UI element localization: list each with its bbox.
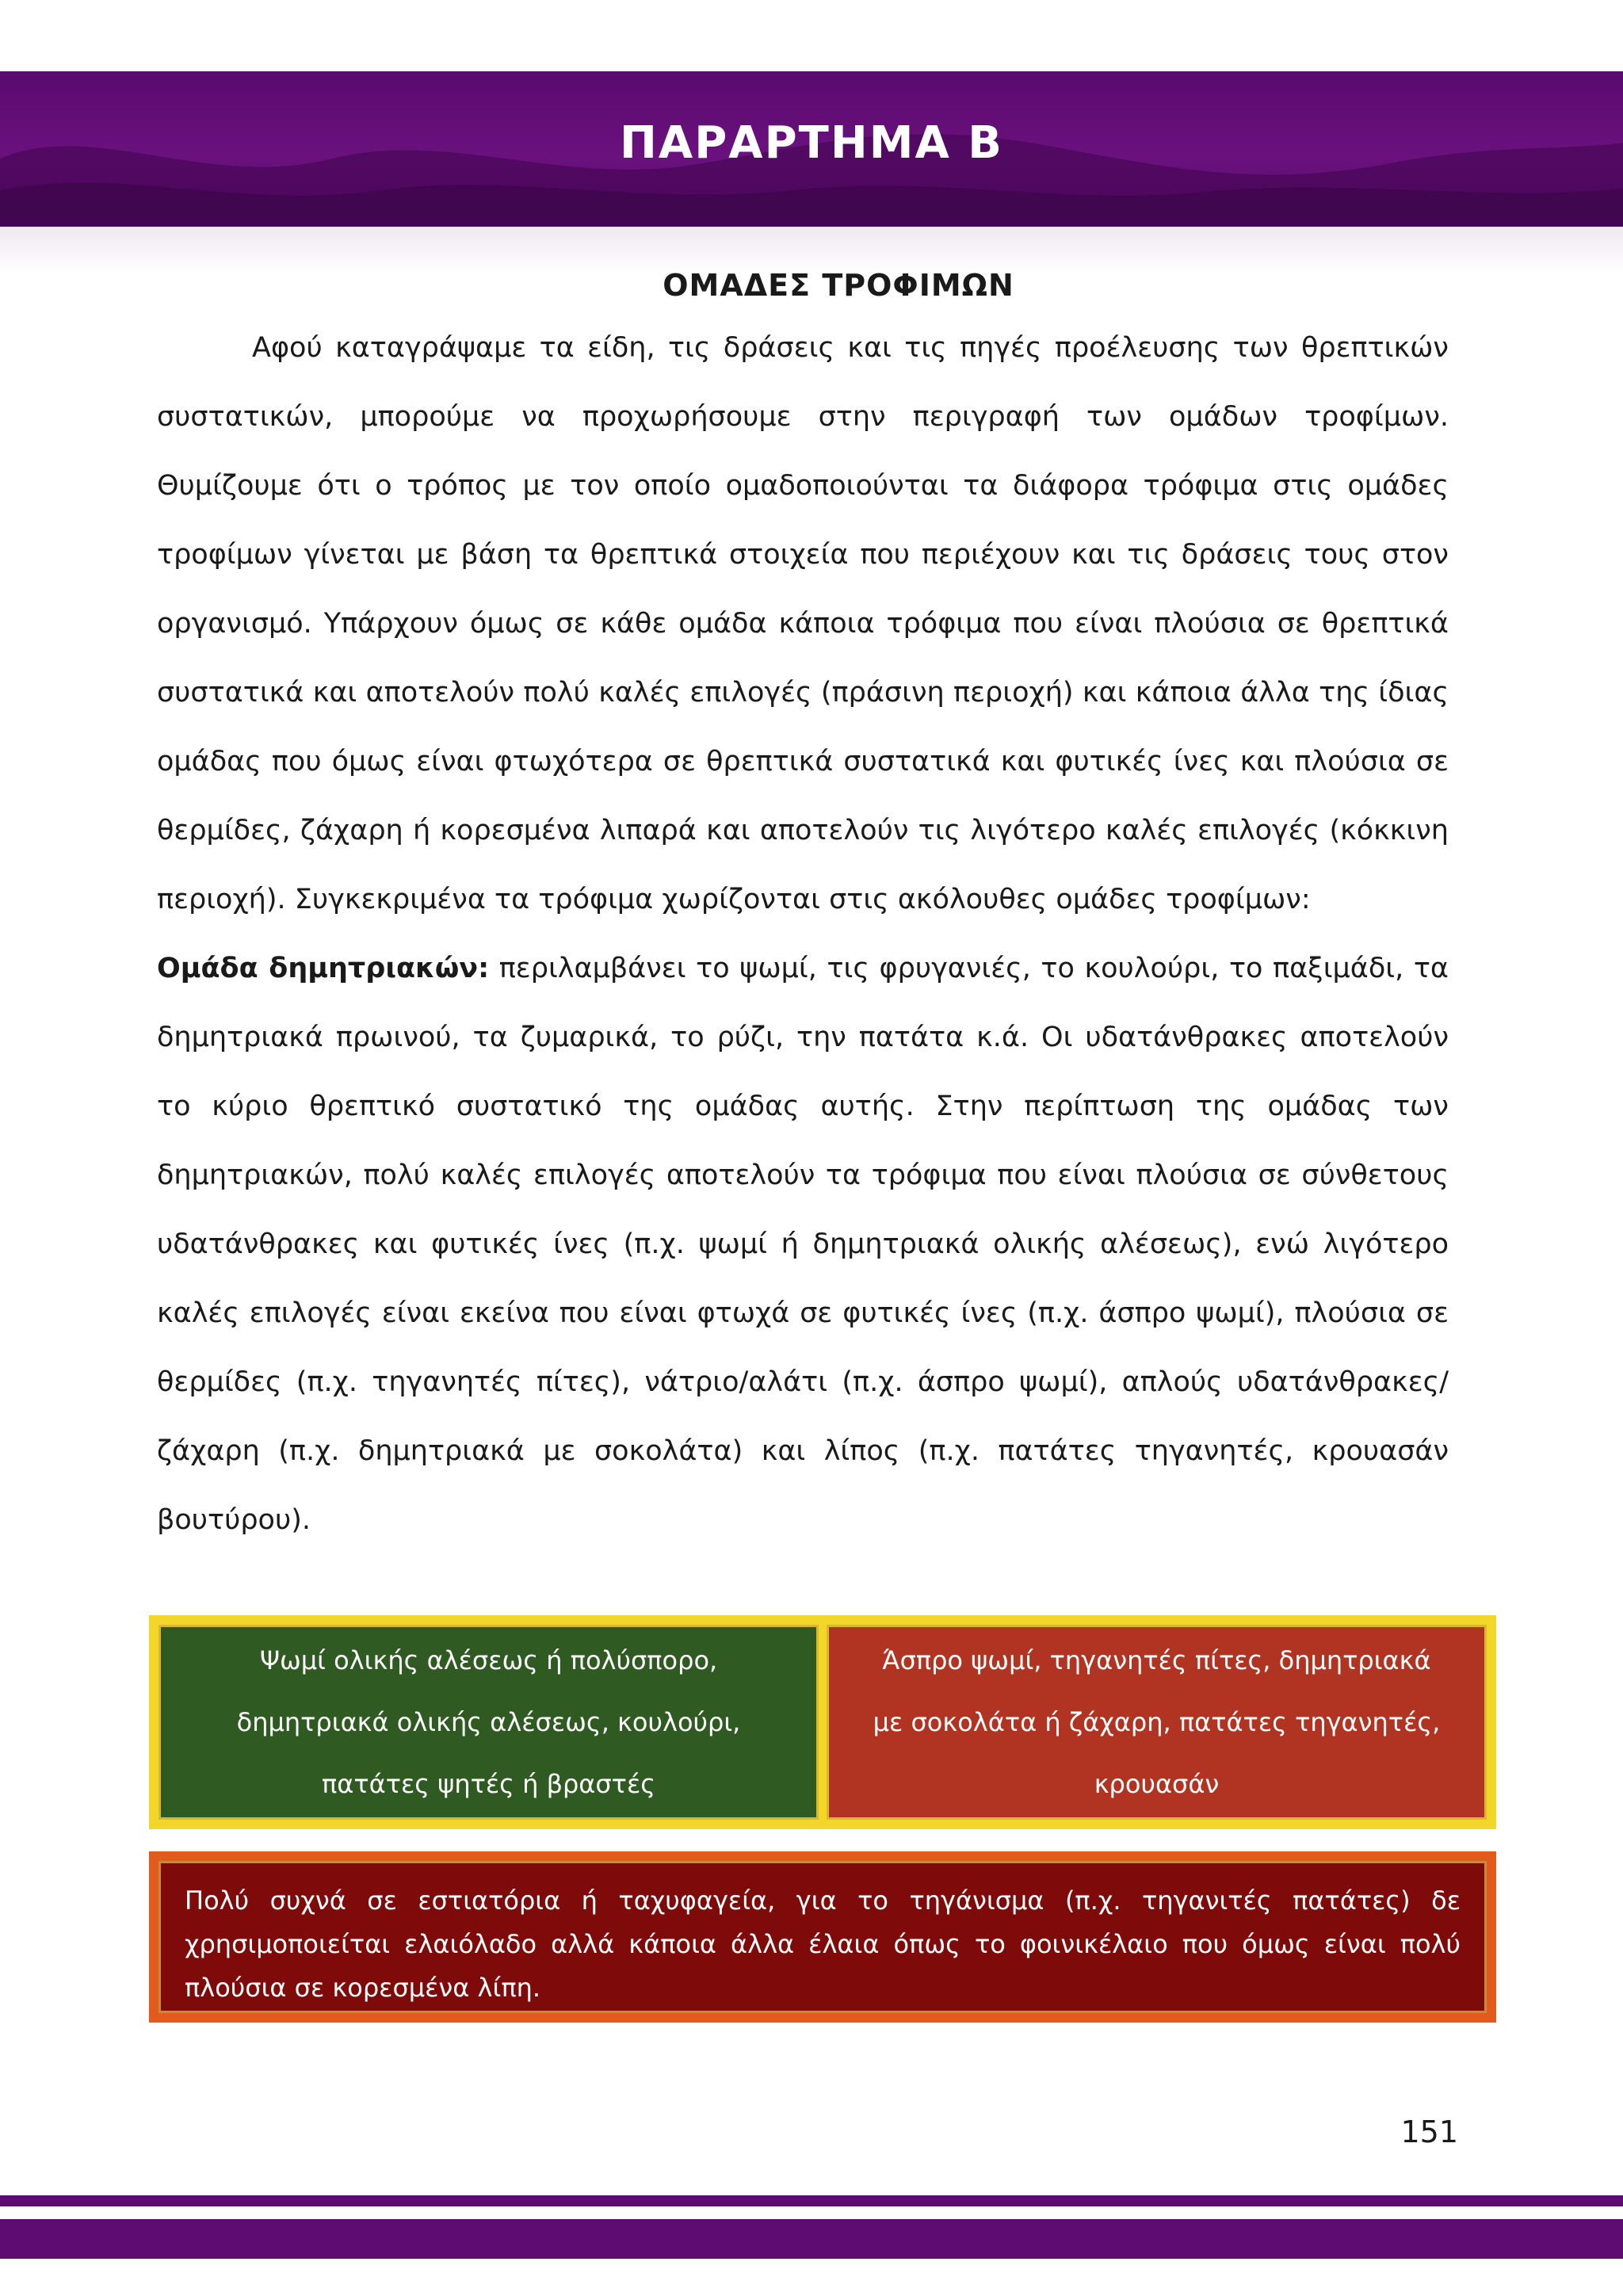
- header-banner: [0, 71, 1623, 227]
- good-choice-line: Ψωμί ολικής αλέσεως ή πολύσπορο,: [259, 1645, 718, 1675]
- good-choices-panel: [158, 1625, 819, 1820]
- food-choice-box: [149, 1615, 1496, 1829]
- body-text: [157, 314, 1449, 1555]
- intro-paragraph: Αφού καταγράψαμε τα είδη, τις δράσεις και τις πηγές προέλευσης των θρεπτικών συστατικών, μπορούμε να προχωρήσουμε στην περιγραφή των ομάδων τροφίμων. Θυμίζουμε ότι ο τρόπος με τον οποίο ομαδοποιούνται τα διάφορα τρόφιμα στις ομάδες τροφίμων γίνεται με βάση τα θρεπτικά στοιχεία που περιέχουν και τις δράσεις τους στον οργανισμό. Υπάρχουν όμως σε κάθε ομάδα κάποια τρόφιμα που είναι πλούσια σε θρεπτικά συστατικά και αποτελούν πολύ καλές επιλογές (πράσινη περιοχή) και κάποια άλλα της ίδιας ομάδας που όμως είναι φτωχότερα σε θρεπτικά συστατικά και φυτικές ίνες και πλούσια σε θερμίδες, ζάχαρη ή κορεσμένα λιπαρά και αποτελούν τις λιγότερο καλές επιλογές (κόκκινη περιοχή). Συγκεκριμένα τα τρόφιμα χωρίζονται στις ακόλουθες ομάδες τροφίμων:: [157, 332, 1449, 915]
- bad-choices-panel: [827, 1625, 1487, 1820]
- page-top-margin: [0, 0, 1623, 71]
- cereals-paragraph: [157, 934, 1449, 1555]
- page-header-title: ΠΑΡΑΡΤΗΜΑ Β: [620, 117, 1003, 169]
- good-choice-line: πατάτες ψητές ή βραστές: [321, 1769, 656, 1799]
- main-content: [157, 262, 1449, 1555]
- page-number: 151: [1400, 2115, 1458, 2149]
- footer-band: [0, 2219, 1623, 2259]
- note-box: [149, 1851, 1496, 2023]
- section-title: ΟΜΑΔΕΣ ΤΡΟΦΙΜΩΝ: [663, 268, 1014, 303]
- bad-choice-line: με σοκολάτα ή ζάχαρη, πατάτες τηγανητές,: [873, 1707, 1441, 1737]
- bad-choice-line: Άσπρο ψωμί, τηγανητές πίτες, δημητριακά: [882, 1645, 1431, 1675]
- cereals-label: Ομάδα δημητριακών:: [157, 953, 490, 984]
- bad-choice-line: κρουασάν: [1094, 1769, 1220, 1799]
- good-choice-line: δημητριακά ολικής αλέσεως, κουλούρι,: [236, 1707, 741, 1737]
- note-text: Πολύ συχνά σε εστιατόρια ή ταχυφαγεία, για το τηγάνισμα (π.χ. τηγανιτές πατάτες) δε χρησιμοποιείται ελαιόλαδο αλλά κάποια άλλα έλαια όπως το φοινικέλαιο που όμως είναι πολύ πλούσια σε κορεσμένα λίπη.: [158, 1861, 1487, 2013]
- footer-stripe: [0, 2195, 1623, 2206]
- cereals-text: περιλαμβάνει το ψωμί, τις φρυγανιές, το κουλούρι, το παξιμάδι, τα δημητριακά πρωινού, τα ζυμαρικά, το ρύζι, την πατάτα κ.ά. Οι υδατάνθρακες αποτελούν το κύριο θρεπτικό συστατικό της ομάδας αυτής. Στην περίπτωση της ομάδας των δημητριακών, πολύ καλές επιλογές αποτελούν τα τρόφιμα που είναι πλούσια σε σύνθετους υδατάνθρακες και φυτικές ίνες (π.χ. ψωμί ή δημητριακά ολικής αλέσεως), ενώ λιγότερο καλές επιλογές είναι εκείνα που είναι φτωχά σε φυτικές ίνες (π.χ. άσπρο ψωμί), πλούσια σε θερμίδες (π.χ. τηγανητές πίτες), νάτριο/αλάτι (π.χ. άσπρο ψωμί), απλούς υδατάνθρακες/ζάχαρη (π.χ. δημητριακά με σοκολάτα) και λίπος (π.χ. πατάτες τηγανητές, κρουασάν βουτύρου).: [157, 953, 1449, 1536]
